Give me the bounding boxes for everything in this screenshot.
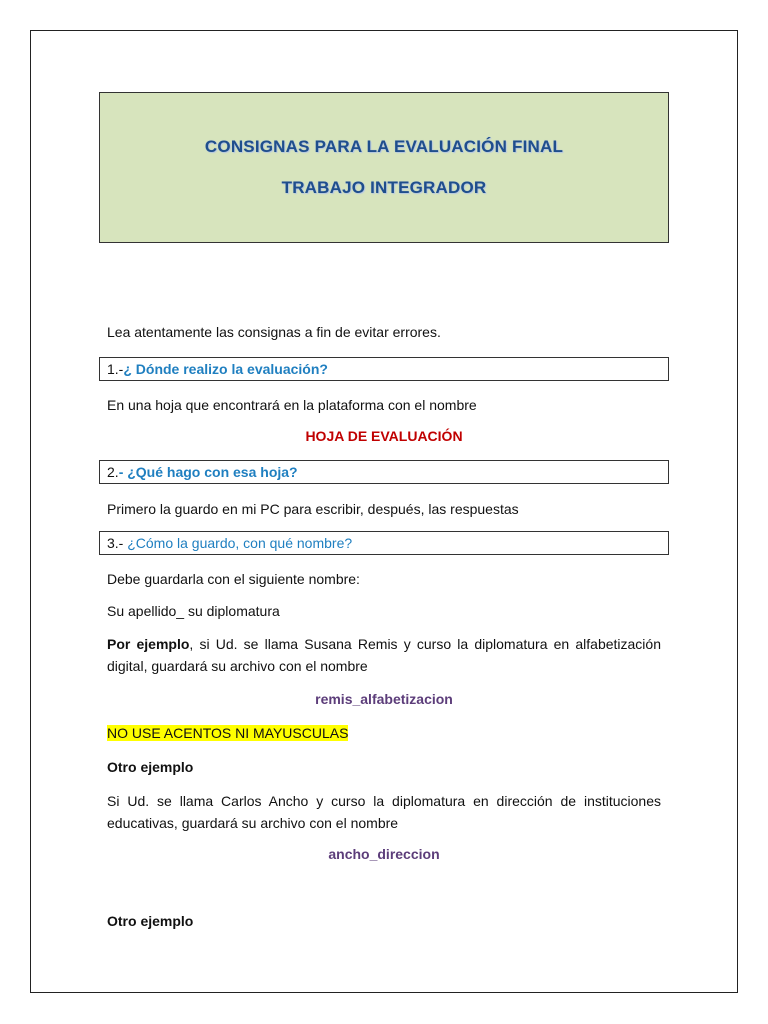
example-1-paragraph [107,633,661,677]
question-2-text: - ¿Qué hago con esa hoja? [118,464,298,480]
question-2-box [99,460,669,484]
question-3-number: 3.- [107,535,124,551]
question-3-text: ¿Cómo la guardo, con qué nombre? [123,535,353,551]
answer-1-text: En una hoja que encontrará en la plataforma con el nombre [107,397,477,413]
hoja-evaluacion-label: HOJA DE EVALUACIÓN [305,428,463,444]
name-pattern-text: Su apellido_ su diplomatura [107,603,280,619]
title-line-1: CONSIGNAS PARA LA EVALUACIÓN FINAL [204,137,564,156]
otro-ejemplo-heading-1: Otro ejemplo [107,759,194,775]
question-3-box [99,531,669,555]
question-2-number: 2. [107,464,119,480]
question-1-text: ¿ Dónde realizo la evaluación? [123,361,328,377]
answer-2-text: Primero la guardo en mi PC para escribir, después, las respuestas [107,501,519,517]
otro-ejemplo-heading-2: Otro ejemplo [107,913,194,929]
filename-example-1: remis_alfabetizacion [315,691,453,707]
title-line-2: TRABAJO INTEGRADOR [281,178,487,197]
warning-highlight: NO USE ACENTOS NI MAYUSCULAS [107,725,349,741]
answer-3-text: Debe guardarla con el siguiente nombre: [107,571,360,587]
filename-example-2: ancho_direccion [328,846,440,862]
intro-text: Lea atentamente las consignas a fin de evitar errores. [107,324,441,340]
example-1-rest: , si Ud. se llama Susana Remis y curso la diplomatura en alfabetización digital, guardará su archivo con el nombre [107,636,661,674]
question-1-box [99,357,669,381]
warning-text [107,724,348,742]
example-1-lead: Por ejemplo [107,636,190,652]
example-2-paragraph: Si Ud. se llama Carlos Ancho y curso la diplomatura en dirección de instituciones educativas, guardará su archivo con el nombre [107,793,661,831]
title-box [99,92,669,243]
question-1-number: 1.- [107,361,124,377]
